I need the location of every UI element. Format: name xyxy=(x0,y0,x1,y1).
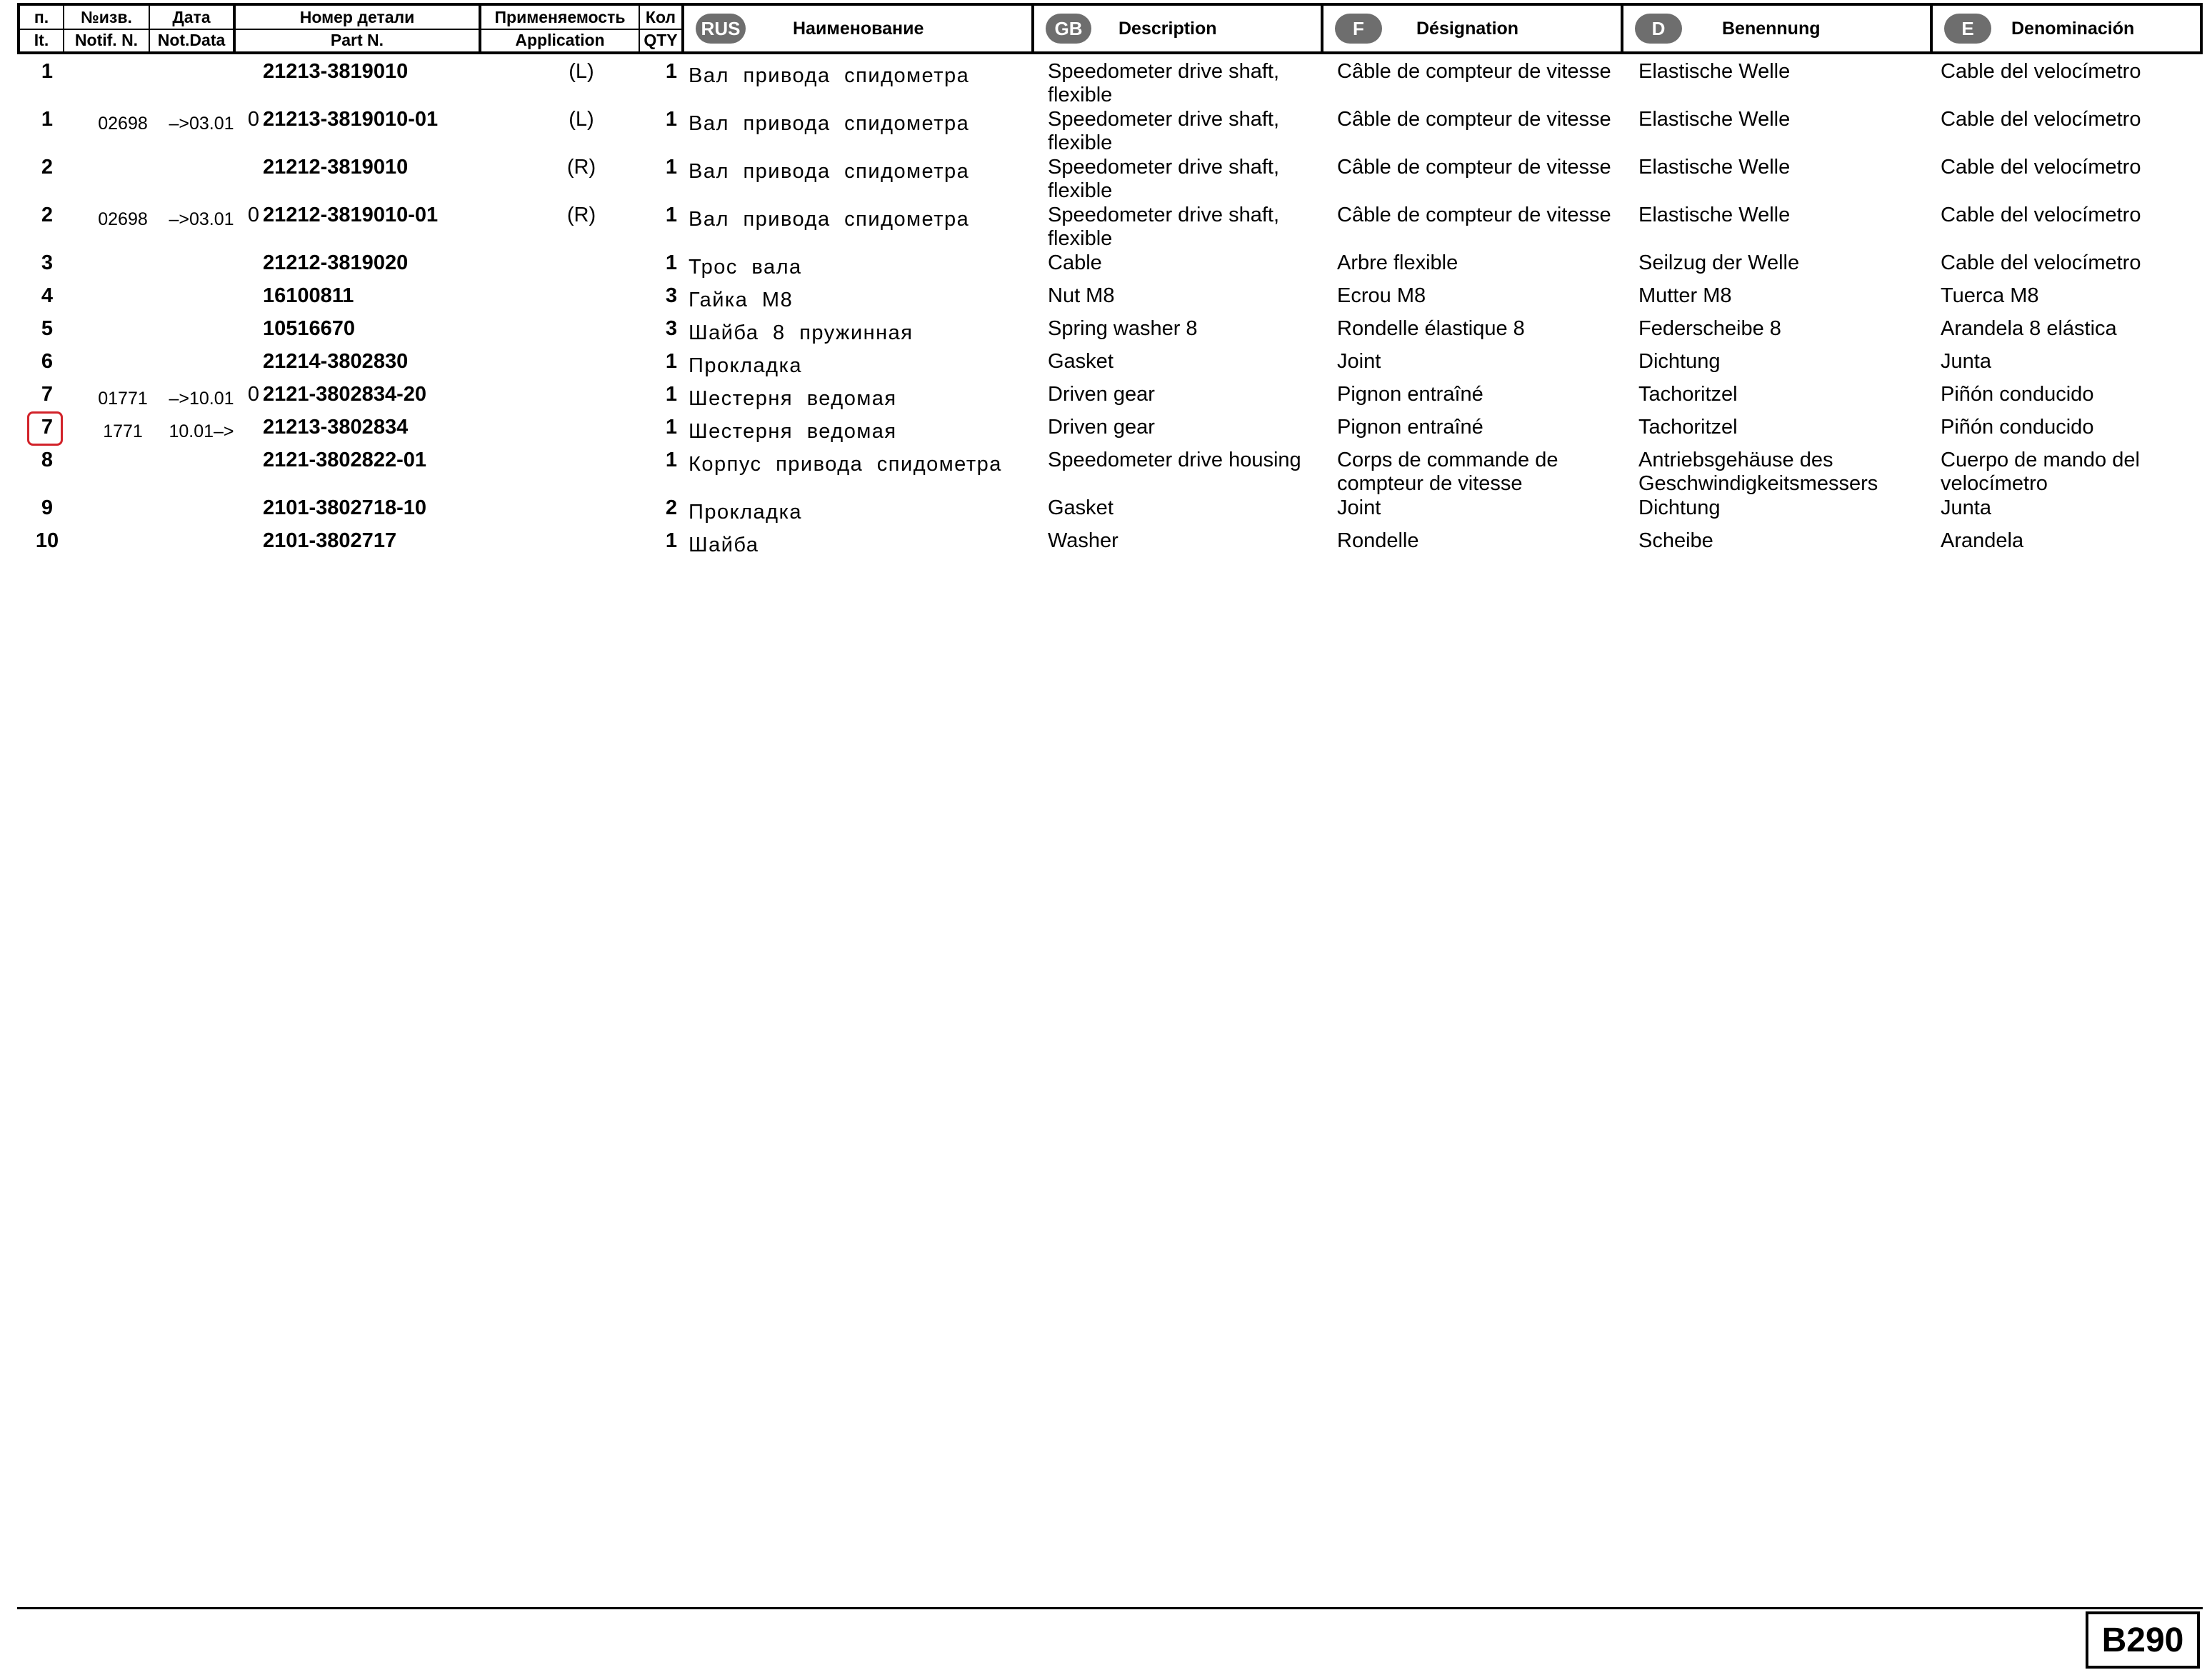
quantity: 2 xyxy=(665,496,678,519)
designation-f: Rondelle xyxy=(1337,529,1419,552)
name-rus: Гайка М8 xyxy=(689,289,794,311)
quantity: 3 xyxy=(665,284,678,307)
description-gb: Speedometer drive housing xyxy=(1048,449,1301,471)
header-item-col xyxy=(20,6,64,51)
item-number: 4 xyxy=(41,284,54,307)
application: (L) xyxy=(569,108,594,131)
name-rus: Вал привода спидометра xyxy=(689,64,970,87)
name-rus: Прокладка xyxy=(689,354,803,377)
denominacion-e: Piñón conducido xyxy=(1941,383,2094,406)
denominacion-e: Cable del velocímetro xyxy=(1941,156,2141,179)
item-number: 9 xyxy=(41,496,54,519)
d-language-badge: D xyxy=(1635,14,1682,44)
item-number: 7 xyxy=(41,416,54,439)
designation-f: Joint xyxy=(1337,350,1381,373)
description-gb: Cable xyxy=(1048,251,1102,274)
f-language-badge: F xyxy=(1335,14,1382,44)
part-number: 2121-3802834-20 xyxy=(263,383,426,406)
quantity: 1 xyxy=(665,108,678,131)
header-e-label: Denominación xyxy=(2011,18,2135,39)
part-number: 21212-3819020 xyxy=(263,251,409,274)
benennung-d: Federscheibe 8 xyxy=(1638,317,1781,340)
item-number: 8 xyxy=(41,449,54,471)
denominacion-e: Cable del velocímetro xyxy=(1941,108,2141,131)
notification-date: 10.01–> xyxy=(169,421,234,441)
notification-date: –>03.01 xyxy=(169,114,234,134)
part-number: 21213-3802834 xyxy=(263,416,409,439)
name-rus: Корпус привода спидометра xyxy=(689,453,1002,476)
item-number: 2 xyxy=(41,204,54,226)
table-header xyxy=(17,3,2203,54)
notification-number: 02698 xyxy=(98,209,148,229)
designation-f: Pignon entraîné xyxy=(1337,416,1483,439)
description-gb: Gasket xyxy=(1048,350,1113,373)
e-language-badge: E xyxy=(1944,14,1991,44)
quantity: 1 xyxy=(665,251,678,274)
quantity: 1 xyxy=(665,156,678,179)
designation-f: Câble de compteur de vitesse xyxy=(1337,108,1611,131)
description-gb: Speedometer drive shaft, flexible xyxy=(1048,156,1280,202)
application: (L) xyxy=(569,60,594,83)
header-d-col xyxy=(1623,6,1933,51)
benennung-d: Elastische Welle xyxy=(1638,156,1791,179)
header-application-en: Application xyxy=(515,30,605,49)
name-rus: Вал привода спидометра xyxy=(689,208,970,231)
name-rus: Прокладка xyxy=(689,501,803,524)
item-number: 2 xyxy=(41,156,54,179)
quantity: 1 xyxy=(665,350,678,373)
notification-number: 02698 xyxy=(98,114,148,134)
header-date-en: Not.Data xyxy=(157,30,226,49)
name-rus: Шайба xyxy=(689,534,759,556)
part-number: 21212-3819010-01 xyxy=(263,204,439,226)
name-rus: Шестерня ведомая xyxy=(689,420,897,443)
description-gb: Driven gear xyxy=(1048,383,1155,406)
description-gb: Gasket xyxy=(1048,496,1113,519)
denominacion-e: Cable del velocímetro xyxy=(1941,60,2141,83)
change-mark: 0 xyxy=(247,204,260,226)
header-f-label: Désignation xyxy=(1416,18,1519,39)
part-number: 21214-3802830 xyxy=(263,350,409,373)
header-f-col xyxy=(1323,6,1623,51)
item-number: 6 xyxy=(41,350,54,373)
item-number: 7 xyxy=(41,383,54,406)
header-rus-label: Наименование xyxy=(793,18,924,39)
header-notif-en: Notif. N. xyxy=(74,30,139,49)
header-application-col xyxy=(481,6,640,51)
denominacion-e: Piñón conducido xyxy=(1941,416,2094,439)
notification-date: –>10.01 xyxy=(169,389,234,409)
benennung-d: Scheibe xyxy=(1638,529,1713,552)
description-gb: Speedometer drive shaft, flexible xyxy=(1048,60,1280,106)
header-notif-col xyxy=(64,6,150,51)
quantity: 3 xyxy=(665,317,678,340)
item-number: 10 xyxy=(35,529,59,552)
benennung-d: Tachoritzel xyxy=(1638,416,1738,439)
denominacion-e: Arandela xyxy=(1941,529,2024,552)
quantity: 1 xyxy=(665,204,678,226)
quantity: 1 xyxy=(665,383,678,406)
name-rus: Вал привода спидометра xyxy=(689,160,970,183)
gb-language-badge: GB xyxy=(1046,14,1091,44)
designation-f: Câble de compteur de vitesse xyxy=(1337,204,1611,226)
header-notif-ru: №изв. xyxy=(64,6,149,30)
designation-f: Ecrou M8 xyxy=(1337,284,1426,307)
notification-number: 1771 xyxy=(103,421,143,441)
header-part-en: Part N. xyxy=(330,30,384,49)
part-number: 10516670 xyxy=(263,317,356,340)
benennung-d: Elastische Welle xyxy=(1638,108,1791,131)
benennung-d: Seilzug der Welle xyxy=(1638,251,1800,274)
denominacion-e: Cable del velocímetro xyxy=(1941,251,2141,274)
part-number: 16100811 xyxy=(263,284,354,307)
page-number: B290 xyxy=(2086,1611,2200,1669)
header-date-col xyxy=(150,6,236,51)
quantity: 1 xyxy=(665,529,678,552)
header-e-col xyxy=(1933,6,2200,51)
benennung-d: Dichtung xyxy=(1638,350,1721,373)
description-gb: Speedometer drive shaft, flexible xyxy=(1048,204,1280,250)
benennung-d: Mutter M8 xyxy=(1638,284,1732,307)
denominacion-e: Junta xyxy=(1941,496,1991,519)
benennung-d: Tachoritzel xyxy=(1638,383,1738,406)
header-date-ru: Дата xyxy=(150,6,233,30)
benennung-d: Elastische Welle xyxy=(1638,204,1791,226)
denominacion-e: Tuerca M8 xyxy=(1941,284,2039,307)
denominacion-e: Arandela 8 elástica xyxy=(1941,317,2117,340)
name-rus: Трос вала xyxy=(689,256,802,279)
header-qty-ru: Кол xyxy=(640,6,681,30)
quantity: 1 xyxy=(665,416,678,439)
designation-f: Corps de commande de compteur de vitesse xyxy=(1337,449,1558,495)
rus-language-badge: RUS xyxy=(696,14,746,44)
description-gb: Washer xyxy=(1048,529,1118,552)
header-gb-label: Description xyxy=(1118,18,1217,39)
name-rus: Шайба 8 пружинная xyxy=(689,321,914,344)
description-gb: Driven gear xyxy=(1048,416,1155,439)
header-part-col xyxy=(236,6,481,51)
denominacion-e: Cuerpo de mando del velocímetro xyxy=(1941,449,2140,495)
designation-f: Câble de compteur de vitesse xyxy=(1337,156,1611,179)
item-number: 1 xyxy=(41,108,54,131)
part-number: 2121-3802822-01 xyxy=(263,449,426,471)
designation-f: Joint xyxy=(1337,496,1381,519)
change-mark: 0 xyxy=(247,383,260,406)
description-gb: Speedometer drive shaft, flexible xyxy=(1048,108,1280,154)
denominacion-e: Cable del velocímetro xyxy=(1941,204,2141,226)
header-qty-col xyxy=(640,6,684,51)
designation-f: Rondelle élastique 8 xyxy=(1337,317,1525,340)
footer-divider xyxy=(17,1607,2203,1609)
header-gb-col xyxy=(1034,6,1323,51)
header-part-ru: Номер детали xyxy=(236,6,479,30)
benennung-d: Antriebsgehäuse des Geschwindigkeitsmessers xyxy=(1638,449,1878,495)
description-gb: Spring washer 8 xyxy=(1048,317,1198,340)
notification-date: –>03.01 xyxy=(169,209,234,229)
header-rus-col xyxy=(684,6,1034,51)
part-number: 2101-3802718-10 xyxy=(263,496,426,519)
header-item-ru: п. xyxy=(20,6,63,30)
application: (R) xyxy=(566,204,596,226)
benennung-d: Elastische Welle xyxy=(1638,60,1791,83)
part-number: 2101-3802717 xyxy=(263,529,397,552)
description-gb: Nut M8 xyxy=(1048,284,1115,307)
part-number: 21212-3819010 xyxy=(263,156,409,179)
designation-f: Pignon entraîné xyxy=(1337,383,1483,406)
name-rus: Вал привода спидометра xyxy=(689,112,970,135)
part-number: 21213-3819010 xyxy=(263,60,409,83)
item-number: 1 xyxy=(41,60,54,83)
benennung-d: Dichtung xyxy=(1638,496,1721,519)
item-number: 5 xyxy=(41,317,54,340)
name-rus: Шестерня ведомая xyxy=(689,387,897,410)
quantity: 1 xyxy=(665,449,678,471)
denominacion-e: Junta xyxy=(1941,350,1991,373)
header-application-ru: Применяемость xyxy=(481,6,639,30)
designation-f: Arbre flexible xyxy=(1337,251,1458,274)
application: (R) xyxy=(566,156,596,179)
header-item-en: It. xyxy=(34,30,49,49)
header-qty-en: QTY xyxy=(644,30,678,49)
change-mark: 0 xyxy=(247,108,260,131)
part-number: 21213-3819010-01 xyxy=(263,108,439,131)
item-number: 3 xyxy=(41,251,54,274)
notification-number: 01771 xyxy=(98,389,148,409)
designation-f: Câble de compteur de vitesse xyxy=(1337,60,1611,83)
quantity: 1 xyxy=(665,60,678,83)
header-d-label: Benennung xyxy=(1722,18,1821,39)
